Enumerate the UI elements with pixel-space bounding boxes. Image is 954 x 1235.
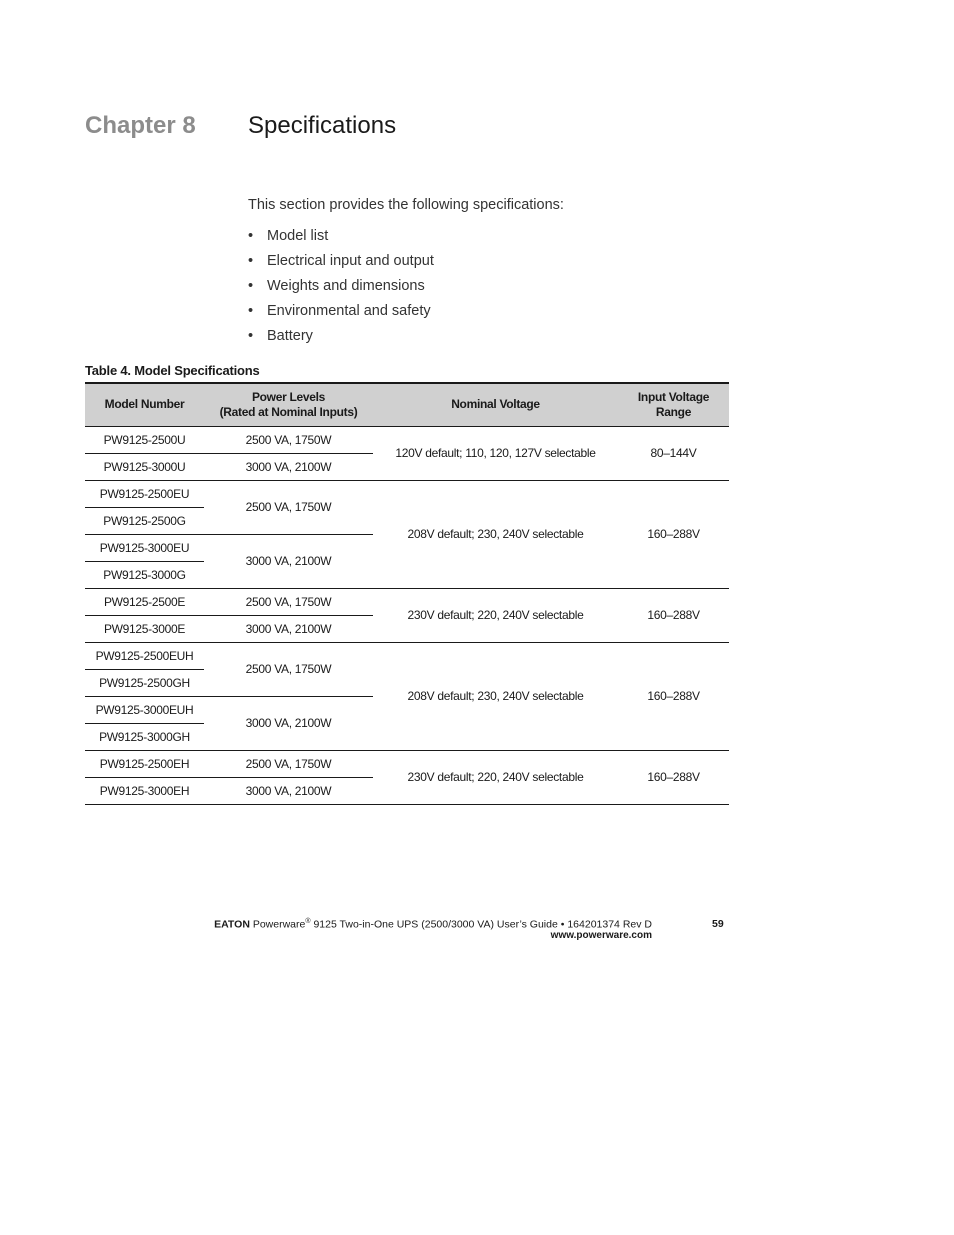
bullet-text: Electrical input and output: [267, 253, 434, 269]
footer-url: www.powerware.com: [550, 930, 652, 941]
footer-doc-number: 164201374 Rev D: [567, 918, 652, 931]
range-cell: 160–288V: [618, 588, 729, 642]
model-cell: PW9125-3000E: [85, 615, 204, 642]
header-model-number: Model Number: [85, 383, 204, 426]
bullet-item: [248, 226, 434, 251]
bullet-icon: •: [248, 228, 254, 244]
model-cell: PW9125-2500E: [85, 588, 204, 615]
power-cell: 2500 VA, 1750W: [204, 642, 373, 696]
footer-guide-title: 9125 Two-in-One UPS (2500/3000 VA) User’s Guide: [313, 918, 558, 931]
power-cell: 3000 VA, 2100W: [204, 777, 373, 804]
bullet-text: Weights and dimensions: [267, 278, 425, 294]
power-cell: 2500 VA, 1750W: [204, 750, 373, 777]
bullet-icon: •: [248, 253, 254, 269]
power-cell: 3000 VA, 2100W: [204, 696, 373, 750]
model-cell: PW9125-2500G: [85, 507, 204, 534]
range-cell: 160–288V: [618, 750, 729, 804]
model-cell: PW9125-3000EH: [85, 777, 204, 804]
bullet-icon: •: [248, 328, 254, 344]
page-number: 59: [712, 918, 724, 930]
table-row: [85, 426, 729, 453]
model-cell: PW9125-2500EUH: [85, 642, 204, 669]
range-cell: 80–144V: [618, 426, 729, 480]
power-cell: 2500 VA, 1750W: [204, 588, 373, 615]
table-row: [85, 588, 729, 615]
footer-citation: [214, 918, 652, 931]
table-row: [85, 750, 729, 777]
bullet-icon: •: [248, 278, 254, 294]
bullet-item: [248, 326, 434, 351]
model-cell: PW9125-3000G: [85, 561, 204, 588]
voltage-cell: 230V default; 220, 240V selectable: [373, 588, 618, 642]
range-cell: 160–288V: [618, 642, 729, 750]
model-cell: PW9125-2500EH: [85, 750, 204, 777]
table-caption: Table 4. Model Specifications: [85, 363, 260, 378]
voltage-cell: 230V default; 220, 240V selectable: [373, 750, 618, 804]
power-cell: 2500 VA, 1750W: [204, 480, 373, 534]
spec-bullet-list: [248, 226, 434, 351]
chapter-label: Chapter 8: [85, 112, 196, 139]
bullet-text: Battery: [267, 328, 313, 344]
header-input-voltage-range: Input Voltage Range: [618, 383, 729, 426]
header-power-levels: Power Levels (Rated at Nominal Inputs): [204, 383, 373, 426]
model-cell: PW9125-2500GH: [85, 669, 204, 696]
model-cell: PW9125-2500U: [85, 426, 204, 453]
footer-brand: EATON: [214, 918, 250, 931]
intro-text: This section provides the following specifications:: [248, 197, 564, 213]
bullet-text: Model list: [267, 228, 329, 244]
power-cell: 2500 VA, 1750W: [204, 426, 373, 453]
power-cell: 3000 VA, 2100W: [204, 453, 373, 480]
bullet-text: Environmental and safety: [267, 303, 431, 319]
power-cell: 3000 VA, 2100W: [204, 534, 373, 588]
range-cell: 160–288V: [618, 480, 729, 588]
voltage-cell: 120V default; 110, 120, 127V selectable: [373, 426, 618, 480]
voltage-cell: 208V default; 230, 240V selectable: [373, 480, 618, 588]
model-cell: PW9125-3000U: [85, 453, 204, 480]
model-cell: PW9125-3000GH: [85, 723, 204, 750]
model-cell: PW9125-3000EUH: [85, 696, 204, 723]
bullet-item: [248, 276, 434, 301]
chapter-title: Specifications: [248, 112, 397, 139]
model-cell: PW9125-3000EU: [85, 534, 204, 561]
voltage-cell: 208V default; 230, 240V selectable: [373, 642, 618, 750]
registered-mark: ®: [305, 918, 311, 925]
power-cell: 3000 VA, 2100W: [204, 615, 373, 642]
bullet-item: [248, 301, 434, 326]
table-row: [85, 480, 729, 507]
footer-separator: •: [560, 918, 565, 931]
header-nominal-voltage: Nominal Voltage: [373, 383, 618, 426]
model-cell: PW9125-2500EU: [85, 480, 204, 507]
bullet-item: [248, 251, 434, 276]
footer-product: Powerware: [252, 918, 306, 931]
table-row: [85, 642, 729, 669]
model-spec-table: [85, 382, 729, 805]
bullet-icon: •: [248, 303, 254, 319]
table-header-row: [85, 383, 729, 426]
